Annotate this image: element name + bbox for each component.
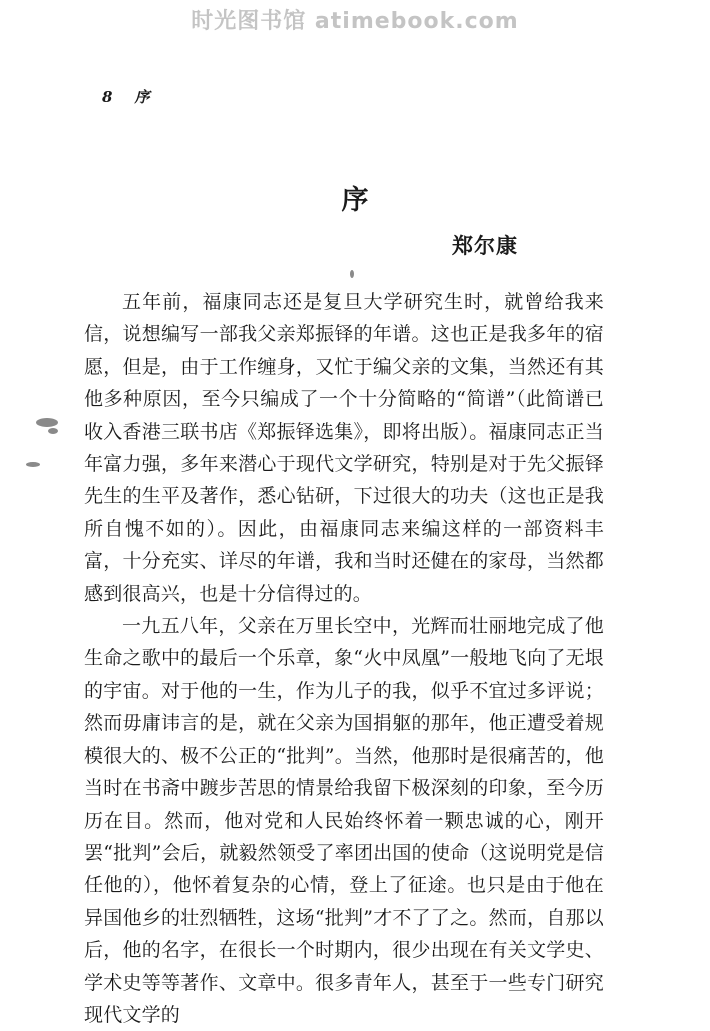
- body-text: [84, 286, 604, 1031]
- page-title: 序: [341, 185, 369, 216]
- author-name: 郑尔康: [452, 233, 518, 258]
- watermark: 时光图书馆 atimebook.com: [191, 9, 519, 34]
- scan-speck: [36, 418, 58, 427]
- scan-speck: [350, 270, 354, 278]
- paragraph-2: 一九五八年，父亲在万里长空中，光辉而壮丽地完成了他生命之歌中的最后一个乐章，象“火中凤凰”一般地飞向了无垠的宇宙。对于他的一生，作为儿子的我，似乎不宜过多评说；然而毋庸讳言的是，就在父亲为国捐躯的那年，他正遭受着规模很大的、极不公正的“批判”。当然，他那时是很痛苦的，他当时在书斋中踱步苦思的情景给我留下极深刻的印象，至今历历在目。然而，他对党和人民始终怀着一颗忠诚的心，刚开罢“批判”会后，就毅然领受了率团出国的使命（这说明党是信任他的），他怀着复杂的心情，登上了征途。也只是由于他在异国他乡的壮烈牺牲，这场“批判”才不了了之。然而，自那以后，他的名字，在很长一个时期内，很少出现在有关文学史、学术史等等著作、文章中。很多青年人，甚至于一些专门研究现代文学的: [84, 615, 604, 1026]
- running-head: [102, 86, 171, 107]
- paragraph-1: 五年前，福康同志还是复旦大学研究生时，就曾给我来信，说想编写一部我父亲郑振铎的年谱。这也正是我多年的宿愿，但是，由于工作缠身，又忙于编父亲的文集，当然还有其他多种原因，至今只编成了一个十分简略的“简谱”（此简谱已收入香港三联书店《郑振铎选集》，即将出版）。福康同志正当年富力强，多年来潜心于现代文学研究，特别是对于先父振铎先生的生平及著作，悉心钻研，下过很大的功夫（这也正是我所自愧不如的）。因此，由福康同志来编这样的一部资料丰富，十分充实、详尽的年谱，我和当时还健在的家母，当然都感到很高兴，也是十分信得过的。: [84, 291, 604, 605]
- scan-speck: [26, 462, 40, 467]
- page-number: 8: [102, 88, 113, 106]
- scan-speck: [48, 428, 58, 434]
- running-section-title: 序: [134, 88, 150, 106]
